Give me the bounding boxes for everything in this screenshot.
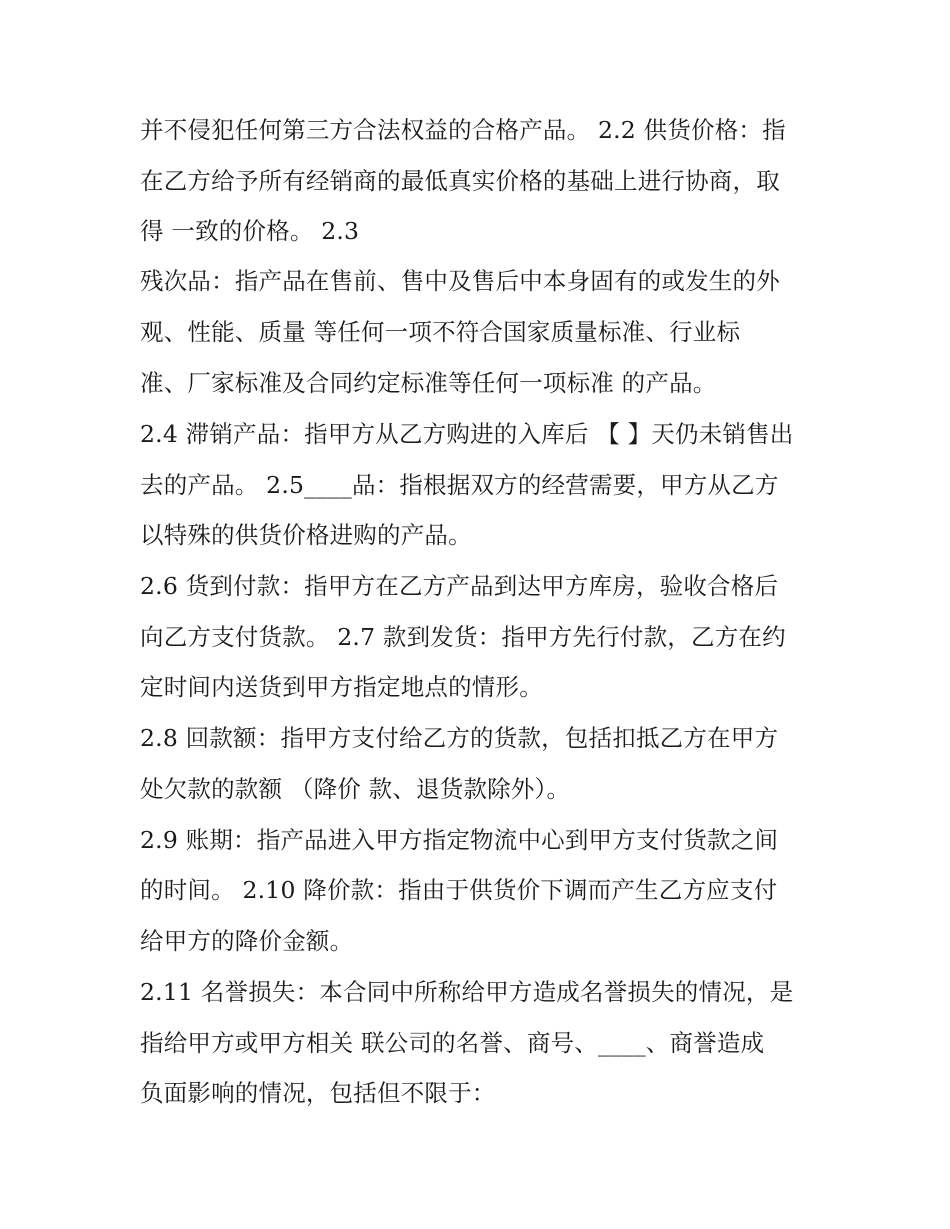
text-line-6: 准、厂家标准及合同约定标准等任何一项标准 的产品。 — [140, 369, 717, 397]
text-line-11: 向乙方支付货款。 2.7 款到发货：指甲方先行付款，乙方在约 — [140, 623, 786, 651]
text-line-10: 2.6 货到付款：指甲方在乙方产品到达甲方库房，验收合格后 — [140, 572, 779, 600]
text-line-12: 定时间内送货到甲方指定地点的情形。 — [140, 673, 543, 701]
text-line-4: 残次品：指产品在售前、售中及售后中本身固有的或发生的外 — [140, 267, 780, 295]
text-line-1: 并不侵犯任何第三方合法权益的合格产品。 2.2 供货价格：指 — [140, 116, 786, 144]
text-line-16: 的时间。 2.10 降价款：指由于供货价下调而产生乙方应支付 — [140, 876, 778, 904]
text-line-19: 指给甲方或甲方相关 联公司的名誉、商号、____、商誉造成 — [140, 1029, 765, 1057]
text-line-5: 观、性能、质量 等任何一项不符合国家质量标准、行业标 — [140, 318, 741, 346]
text-line-17: 给甲方的降价金额。 — [140, 927, 354, 955]
text-line-3: 得 一致的价格。 2.3 — [140, 217, 360, 245]
text-line-2: 在乙方给予所有经销商的最低真实价格的基础上进行协商，取 — [140, 167, 780, 195]
text-line-14: 处欠款的款额 （降价 款、退货款除外）。 — [140, 775, 571, 803]
text-line-13: 2.8 回款额：指甲方支付给乙方的货款，包括扣抵乙方在甲方 — [140, 724, 779, 752]
text-line-7: 2.4 滞销产品：指甲方从乙方购进的入库后 【 】天仍未销售出 — [140, 420, 794, 448]
text-line-15: 2.9 账期：指产品进入甲方指定物流中心到甲方支付货款之间 — [140, 826, 779, 854]
text-line-8: 去的产品。 2.5____品：指根据双方的经营需要，甲方从乙方 — [140, 471, 779, 499]
text-line-18: 2.11 名誉损失：本合同中所称给甲方造成名誉损失的情况，是 — [140, 978, 794, 1006]
text-line-9: 以特殊的供货价格进购的产品。 — [140, 521, 472, 549]
text-line-20: 负面影响的情况，包括但不限于： — [140, 1079, 496, 1107]
